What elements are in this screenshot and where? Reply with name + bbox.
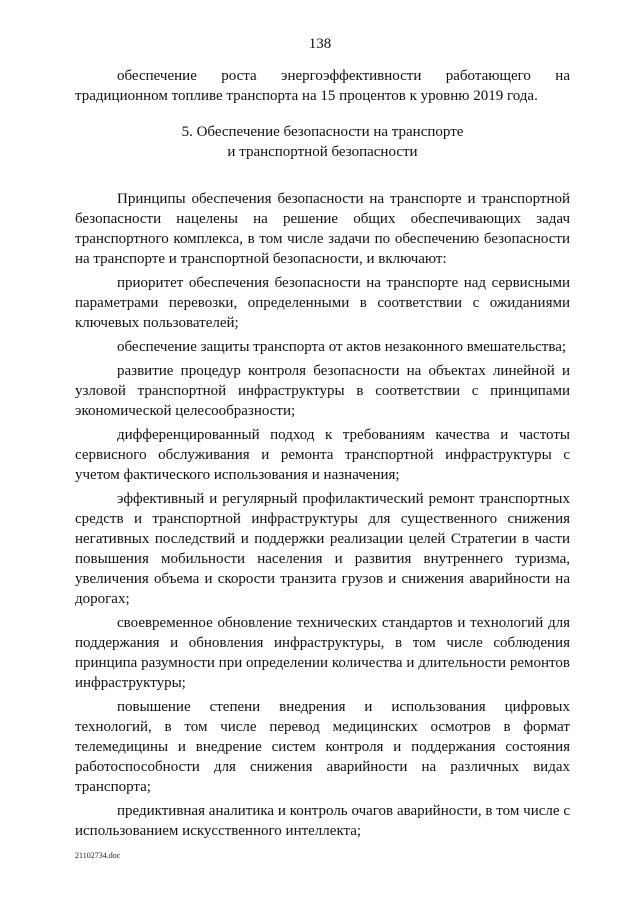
- section-heading-line-1: 5. Обеспечение безопасности на транспорте: [181, 124, 464, 140]
- list-item-predictive-analytics: предиктивная аналитика и контроль очагов аварийности, в том числе с использованием искусственного интеллекта;: [75, 803, 570, 839]
- page-number: 138: [308, 36, 332, 52]
- footer-filename: 21102734.doc: [75, 851, 121, 860]
- list-item-digital-technologies: повышение степени внедрения и использования цифровых технологий, в том числе перевод медицинских осмотров в формат телемедицины и внедрение систем контроля и поддержания состояния работоспособности для снижения аварийности на различных видах транспорта;: [75, 699, 570, 795]
- list-item-protection: обеспечение защиты транспорта от актов незаконного вмешательства;: [117, 339, 567, 355]
- document-body: [75, 66, 570, 845]
- list-item-priority-safety: приоритет обеспечения безопасности на транспорте над сервисными параметрами перевозки, определенными в соответствии с ожиданиями ключевых пользователей;: [75, 275, 570, 331]
- section-heading-line-2: и транспортной безопасности: [227, 144, 418, 160]
- section-heading: [75, 122, 570, 162]
- list-item-differentiated-approach: дифференцированный подход к требованиям качества и частоты сервисного обслуживания и ремонта транспортной инфраструктуры с учетом фактического использования и назначения;: [75, 427, 570, 483]
- list-item-control-procedures: развитие процедур контроля безопасности на объектах линейной и узловой транспортной инфраструктуры в соответствии с принципами экономической целесообразности;: [75, 363, 570, 419]
- list-item-preventive-repair: эффективный и регулярный профилактический ремонт транспортных средств и транспортной инфраструктуры для существенного снижения негативных последствий и поддержки реализации целей Стратегии в части повышения мобильности населения и развития внутреннего туризма, увеличения объема и скорости транзита грузов и снижения аварийности на дорогах;: [75, 491, 570, 607]
- principles-intro-paragraph: Принципы обеспечения безопасности на транспорте и транспортной безопасности нацелены на решение общих обеспечивающих задач транспортного комплекса, в том числе задачи по обеспечению безопасности на транспорте и транспортной безопасности, и включают:: [75, 191, 570, 267]
- list-item-standards-update: своевременное обновление технических стандартов и технологий для поддержания и обновления инфраструктуры, в том числе соблюдения принципа разумности при определении количества и длительности ремонтов инфраструктуры;: [75, 615, 570, 691]
- intro-paragraph: обеспечение роста энергоэффективности работающего на традиционном топливе транспорта на 15 процентов к уровню 2019 года.: [75, 68, 570, 104]
